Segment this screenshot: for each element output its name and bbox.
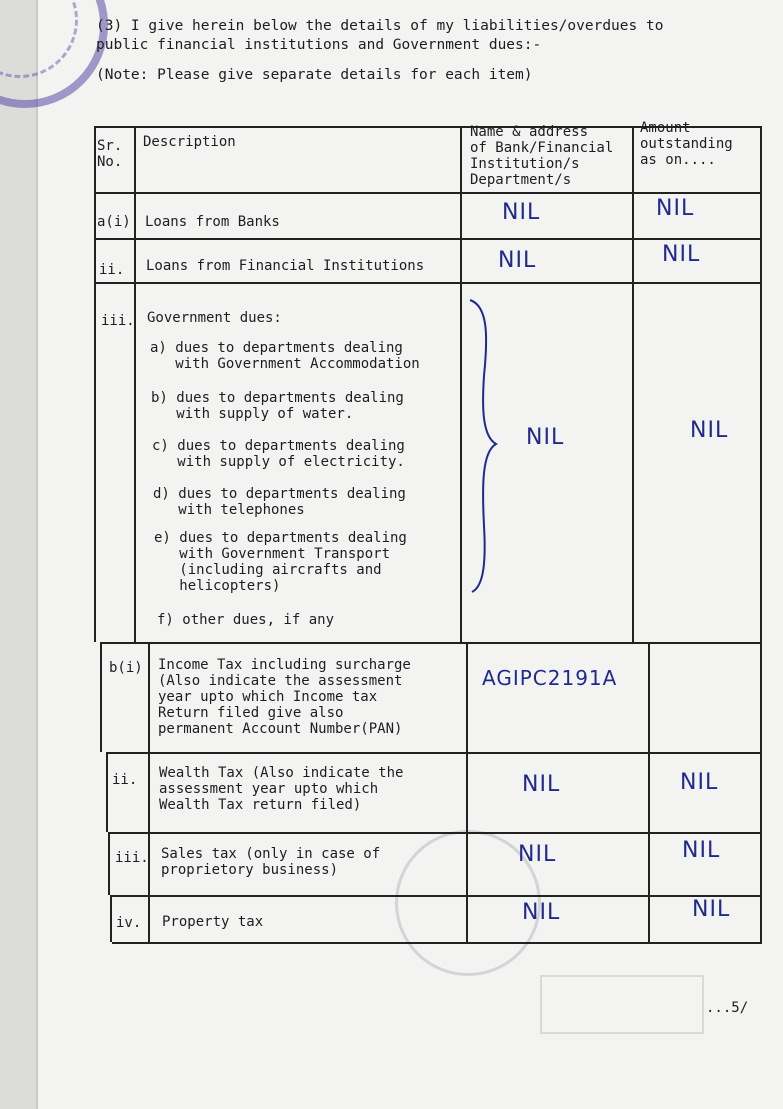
handwritten-entry: NIL: [498, 248, 537, 273]
table-rule: [148, 642, 150, 942]
table-rule: [108, 832, 762, 834]
table-rule: [106, 752, 762, 754]
table-rule: [760, 126, 762, 942]
handwritten-entry: NIL: [692, 897, 731, 922]
table-rule: [100, 642, 102, 752]
row-description: Sales tax (only in case of proprietory business): [161, 846, 381, 878]
handwritten-entry: NIL: [518, 842, 557, 867]
row-subitem: d) dues to departments dealing with telephones: [153, 486, 406, 518]
table-rule: [648, 642, 650, 942]
table-rule: [110, 895, 112, 942]
handwritten-brace: [466, 296, 506, 596]
row-sr: iii.: [115, 850, 149, 866]
note-line: (Note: Please give separate details for each item): [96, 67, 533, 83]
handwritten-entry: NIL: [690, 418, 729, 443]
table-rule: [106, 752, 108, 832]
handwritten-entry: NIL: [662, 242, 701, 267]
row-sr: iv.: [116, 915, 142, 931]
row-description: Wealth Tax (Also indicate the assessment year upto which Wealth Tax return filed): [159, 765, 404, 813]
table-rule: [100, 642, 762, 644]
header-amount: Amount outstanding as on....: [640, 120, 733, 168]
table-rule: [134, 126, 136, 642]
intro-line-2: public financial institutions and Government dues:-: [96, 37, 542, 53]
row-sr: b(i): [109, 660, 143, 676]
row-subitem: f) other dues, if any: [157, 612, 335, 628]
row-description: Loans from Financial Institutions: [146, 258, 425, 274]
row-subitem: b) dues to departments dealing with supply of water.: [151, 390, 404, 422]
row-sr: a(i): [97, 214, 131, 230]
header-sr-no: Sr. No.: [97, 138, 123, 170]
handwritten-entry: NIL: [682, 838, 721, 863]
table-rule: [466, 642, 468, 942]
page-continuation: ...5/: [706, 1000, 749, 1016]
handwritten-entry: NIL: [656, 196, 695, 221]
table-rule: [108, 832, 110, 895]
header-description: Description: [143, 134, 236, 150]
row-subitem: c) dues to departments dealing with supply of electricity.: [152, 438, 405, 470]
row-sr: ii.: [112, 772, 138, 788]
handwritten-entry: AGIPC2191A: [482, 666, 618, 690]
table-rule: [94, 238, 762, 240]
handwritten-entry: NIL: [526, 425, 565, 450]
page-binding: [0, 0, 36, 1109]
table-rule: [94, 192, 762, 194]
intro-line-1: (3) I give herein below the details of my liabilities/overdues to: [96, 18, 664, 34]
header-name-address: Name & address of Bank/Financial Institution/s Department/s: [470, 124, 614, 188]
table-rule: [460, 126, 462, 642]
row-description: Income Tax including surcharge (Also indicate the assessment year upto which Income tax Return filed give also permanent Account Number(PAN): [158, 657, 411, 737]
handwritten-entry: NIL: [680, 770, 719, 795]
handwritten-entry: NIL: [522, 900, 561, 925]
row-sr: iii.: [101, 313, 135, 329]
handwritten-entry: NIL: [502, 200, 541, 225]
table-rule: [94, 126, 96, 642]
background-receipt-stamp: [540, 975, 704, 1034]
row-description: Loans from Banks: [145, 214, 280, 230]
table-rule: [112, 942, 762, 944]
table-rule: [94, 282, 762, 284]
row-sr: ii.: [99, 262, 125, 278]
row-description: Property tax: [162, 914, 264, 930]
table-rule: [632, 126, 634, 642]
table-rule: [110, 895, 762, 897]
binding-edge: [36, 0, 38, 1109]
handwritten-entry: NIL: [522, 772, 561, 797]
row-subitem: a) dues to departments dealing with Government Accommodation: [150, 340, 420, 372]
row-description: Government dues:: [147, 310, 282, 326]
row-subitem: e) dues to departments dealing with Government Transport (including aircrafts and helicopters): [154, 530, 407, 594]
